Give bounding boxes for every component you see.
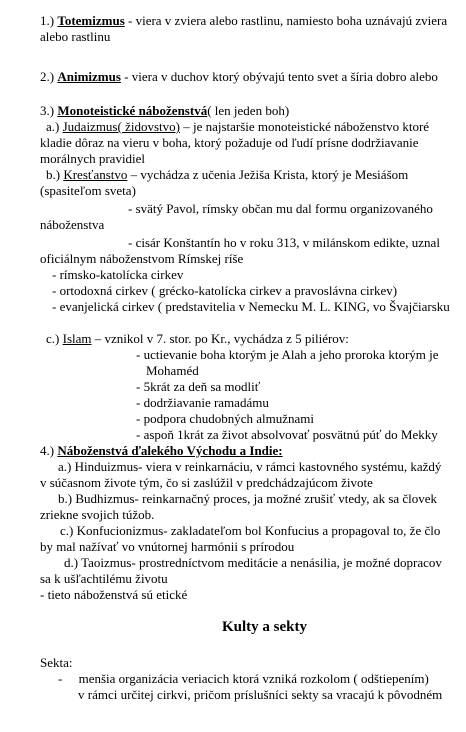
krestanstvo-konstantin-cont: oficiálnym náboženstvom Rímskej ríše: [40, 251, 244, 266]
section-animizmus: [40, 69, 438, 85]
term-krestanstvo: Kresťanstvo: [63, 167, 128, 182]
item-budhizmus: b.) Budhizmus- reinkarnačný proces, ja možné zrušiť vtedy, ak sa človek: [58, 491, 438, 506]
item-islam: [46, 331, 349, 347]
section-monoteisticke: [40, 103, 289, 119]
item-prefix: b.): [46, 167, 64, 182]
term-islam: Islam: [62, 331, 92, 346]
term-vychod: Náboženstvá ďalekého Východu a Indie:: [57, 443, 283, 458]
judaizmus-line-2: kladie dôraz na vieru v boha, ktorý požaduje od ľudí prísne dodržiavanie: [40, 135, 419, 150]
hinduizmus-cont: v súčasnom živote tým, čo si zaslúžil v predchádzajúcom živote: [40, 475, 373, 490]
term-judaizmus: Judaizmus( židovstvo): [62, 119, 180, 134]
term-monoteisticke: Monoteistické náboženstvá: [57, 103, 208, 118]
definition-text: - viera v duchov ktorý obývajú tento svet a šíria dobro alebo: [120, 69, 438, 84]
term-totemizmus: Totemizmus: [57, 13, 125, 28]
krestanstvo-pavol: - svätý Pavol, rímsky občan mu dal formu organizovaného: [128, 201, 433, 216]
sekta-item: - menšia organizácia veriacich ktorá vzniká rozkolom ( odštiepením): [58, 671, 429, 686]
krestanstvo-konstantin: - cisár Konštantín ho v roku 313, v milánskom edikte, uznal: [128, 235, 440, 250]
item-krestanstvo: [46, 167, 408, 183]
item-prefix: c.): [46, 331, 63, 346]
definition-text: ( len jeden boh): [207, 103, 290, 118]
sekta-label: Sekta:: [40, 655, 73, 670]
definition-continuation: alebo rastlinu: [40, 29, 111, 44]
krestanstvo-line-2: (spasiteľom sveta): [40, 183, 136, 198]
pillar-item: - 5krát za deň sa modliť: [136, 379, 261, 394]
section-number: 4.): [40, 443, 58, 458]
definition-text: - viera v zviera alebo rastlinu, namiesto boha uznávajú zviera: [124, 13, 448, 28]
section-number: 1.): [40, 13, 58, 28]
definition-text: – vychádza z učenia Ježiša Krista, ktorý je Mesiášom: [127, 167, 409, 182]
definition-text: – vznikol v 7. stor. po Kr., vychádza z 5 piliérov:: [91, 331, 349, 346]
section-vychod: [40, 443, 283, 459]
taoizmus-cont: sa k ušľachtilému životu: [40, 571, 168, 586]
pillar-item-cont: Mohaméd: [146, 363, 199, 378]
pillar-item: - podpora chudobných almužnami: [136, 411, 314, 426]
item-taoizmus: d.) Taoizmus- prostredníctvom meditácie a nenásilia, je možné dopracov: [64, 555, 442, 570]
section-number: 3.): [40, 103, 58, 118]
item-prefix: a.): [46, 119, 63, 134]
term-animizmus: Animizmus: [57, 69, 121, 84]
definition-text: – je najstaršie monoteistické náboženstvo ktoré: [179, 119, 430, 134]
section-number: 2.): [40, 69, 58, 84]
pillar-item: - aspoň 1krát za život absolvovať posvätnú púť do Mekky: [136, 427, 438, 442]
section-totemizmus: [40, 13, 447, 29]
krestanstvo-pavol-cont: náboženstva: [40, 217, 105, 232]
konfucionizmus-cont: by mal nažívať vo vnútornej harmónii s prírodou: [40, 539, 295, 554]
heading-kulty-a-sekty: Kulty a sekty: [222, 619, 308, 635]
etics-note: - tieto náboženstvá sú etické: [40, 587, 188, 602]
pillar-item: - dodržiavanie ramadámu: [136, 395, 269, 410]
church-list-item: - evanjelická cirkev ( predstavitelia v Nemecku M. L. KING, vo Švajčiarsku: [52, 299, 450, 314]
item-konfucionizmus: c.) Konfucionizmus- zakladateľom bol Konfucius a propagoval to, že člo: [60, 523, 441, 538]
church-list-item: - ortodoxná cirkev ( grécko-katolícka cirkev a pravoslávna cirkev): [52, 283, 398, 298]
sekta-item-cont: v rámci určitej cirkvi, pričom príslušníci sekty sa vracajú k pôvodném: [78, 687, 443, 702]
pillar-item: - uctievanie boha ktorým je Alah a jeho proroka ktorým je: [136, 347, 439, 362]
item-judaizmus: [46, 119, 429, 135]
church-list-item: - rímsko-katolícka cirkev: [52, 267, 184, 282]
budhizmus-cont: zriekne svojich túžob.: [40, 507, 155, 522]
item-hinduizmus: a.) Hinduizmus- viera v reinkarnáciu, v rámci kastovného systému, každý: [58, 459, 442, 474]
judaizmus-line-3: morálnych pravidiel: [40, 151, 146, 166]
